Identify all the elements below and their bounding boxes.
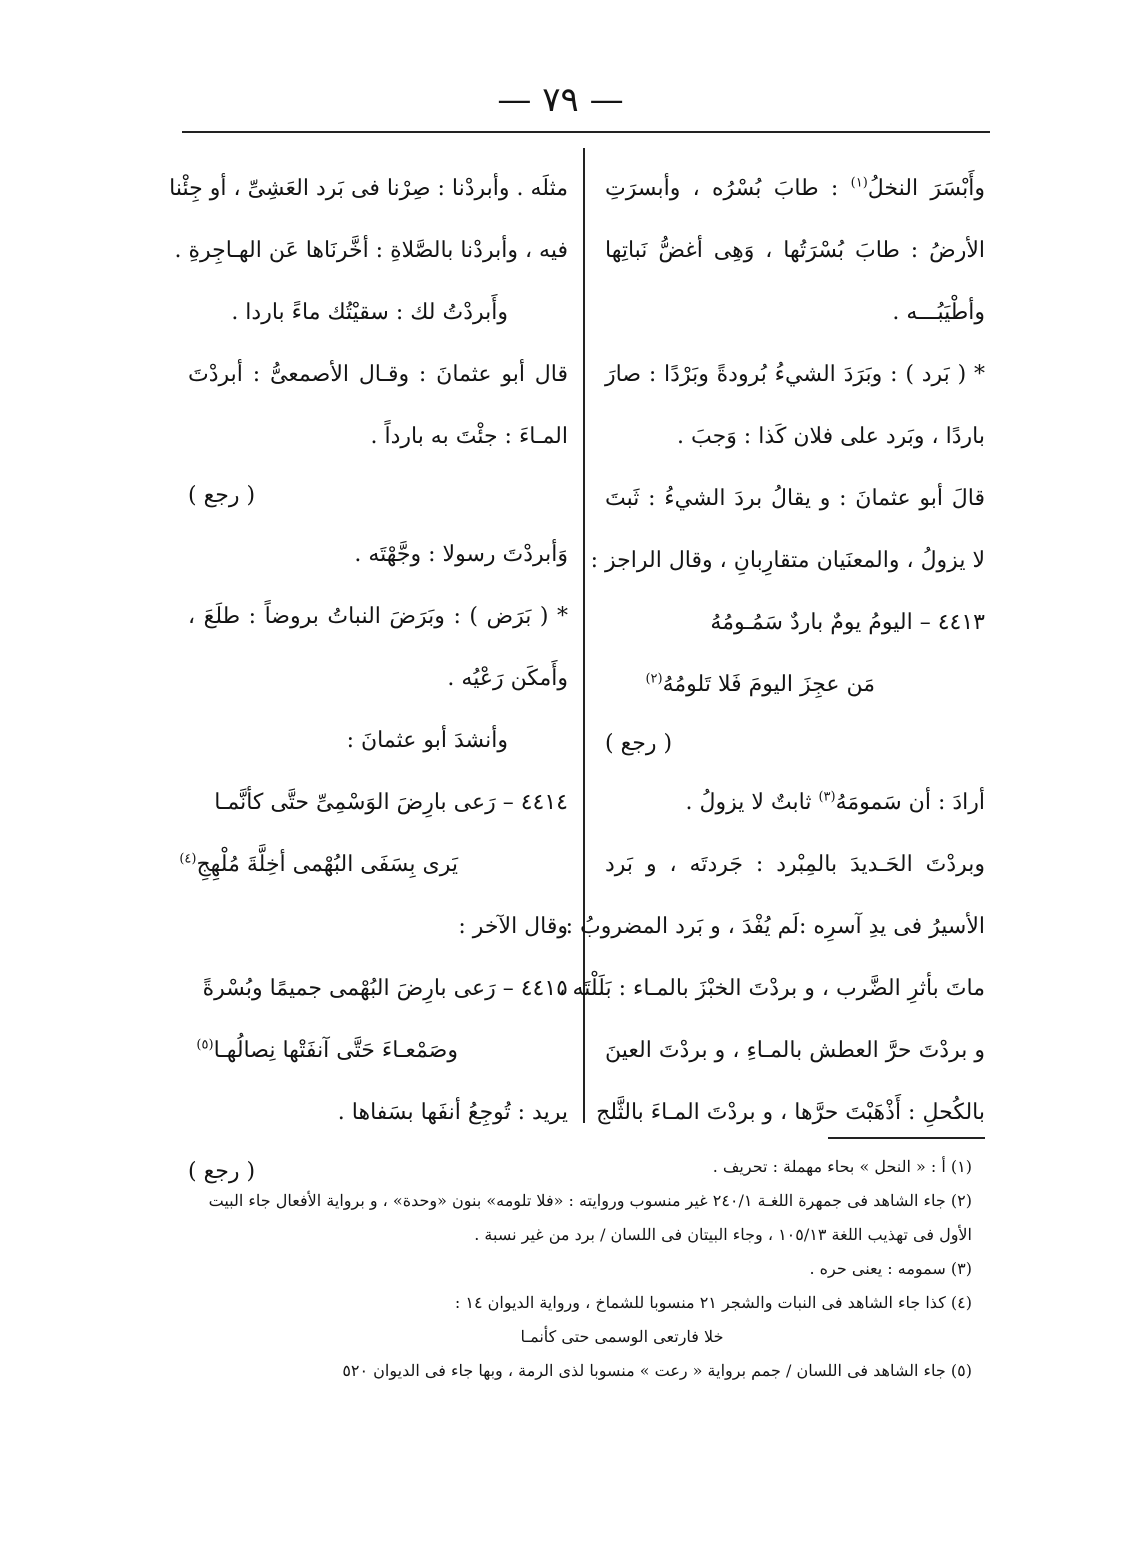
verse-line: ٤٤١٤ – رَعى بارِضَ الوَسْمِىِّ حتَّى كأنَّمـا: [214, 790, 568, 815]
footnote-verse: خلا فارتعى الوسمى حتى كأنمـا: [520, 1327, 724, 1346]
verse-line: ٤٤١٥ – رَعى بارِضَ البُهْمى جميمًا وبُسْرةً: [202, 976, 568, 1001]
text-line: باردًا ، وبَرد على فلان كَذا : وَجبَ .: [677, 424, 985, 449]
text-line: مثلَه . وأبردْنا : صِرْنا فى بَرد العَشِىِّ ، أو جِئْنا: [169, 176, 568, 201]
footnotes: [182, 1150, 972, 1388]
verse-line: يَرى بِسَفَى البُهْمى أخِلَّةَ مُلْهِجِ$^{(٤)}$: [179, 851, 458, 877]
footnote-ref: (٣): [818, 789, 836, 805]
text-line: وَأبردْتَ رسولا : وجَّهْتَه .: [354, 542, 568, 567]
footnote-ref: (٥): [196, 1037, 214, 1053]
text-line: وأَبْسَرَ النخلُ$^{(١)}$ : طابَ بُسْرُه ، وأبسرَتِ: [605, 175, 985, 201]
entry-heading-line: * ( بَرَض ) : وبَرَضَ النباتُ بروضاً : طلَعَ ،: [188, 604, 568, 629]
meter-label: ( رجع ): [605, 731, 673, 756]
footnote: الأول فى تهذيب اللغة ١٠٥/١٣ ، وجاء البيتان فى اللسان / برد من غير نسبة .: [474, 1225, 972, 1244]
text-line: المـاءَ : جئْتَ به بارداً .: [370, 424, 568, 449]
text-line: الأسيرُ فى يدِ آسرِه :لَم يُفْدَ ، و بَرد المضروبُ :: [565, 914, 985, 939]
text-line: لا يزولُ ، والمعنَيان متقارِبانِ ، وقال الراجز :: [590, 548, 985, 573]
entry-heading-line: * ( بَرد ) : وبَرَدَ الشيءُ بُرودةً وبَرْدًا : صارَ: [605, 362, 985, 387]
text-line: وأنشدَ أبو عثمانَ :: [346, 728, 508, 753]
text-line: وأَبردْتُ لك : سقيْتُك ماءً باردا .: [231, 300, 508, 325]
text-line: وبردْتَ الحَـديدَ بالمِبْرد : جَردتَه ، و بَرد: [605, 852, 985, 877]
footnote-rule: [828, 1137, 985, 1139]
text-line: بالكُحلِ : أَذْهَبْتَ حرَّها ، و بردْتَ المـاءَ بالثَّلج: [596, 1100, 985, 1125]
footnote: (٥) جاء الشاهد فى اللسان / جمم برواية « رعت » منسوبا لذى الرمة ، وبها جاء فى الديوان ٥٢٠: [342, 1361, 972, 1380]
verse-line: وصَمْعـاءَ حَتَّى آنفَتْها نِصالُهـا$^{(٥)}$: [196, 1037, 458, 1063]
header-rule: [182, 131, 990, 133]
text-line: ماتَ بأثرِ الضَّرب ، و بردْتَ الخبْزَ بالمـاء : بَلَلْتَه ،: [558, 976, 985, 1001]
text-line: فيه ، وأبردْنا بالصَّلاةِ : أخَّرنَاها عَن الهـاجِرةِ .: [174, 238, 568, 263]
footnote: (١) أ : « النحل » بحاء مهملة : تحريف .: [712, 1157, 972, 1176]
footnote-ref: (٤): [179, 851, 197, 867]
right-column: [558, 158, 985, 1144]
footnote: (٤) كذا جاء الشاهد فى النبات والشجر ٢١ منسوبا للشماخ ، ورواية الديوان ١٤ :: [454, 1293, 972, 1312]
text-line: الأرضُ : طابَ بُسْرَتُها ، وَهِى أغضُّ نَباتِها: [605, 238, 985, 263]
footnote-ref: (١): [850, 175, 868, 191]
verse-line: مَن عجِزَ اليومَ فَلا تَلومُهُ$^{(٢)}$: [645, 671, 875, 697]
footnote-ref: (٢): [645, 671, 663, 687]
text-line: وقال الآخر :: [458, 914, 568, 939]
footnote: (٢) جاء الشاهد فى جمهرة اللغـة ٢٤٠/١ غير منسوب وروايته : «فلا تلومه» بنون «وحدة» ، و برواية الأفعال جاء البيت: [208, 1191, 972, 1210]
page-number: — ٧٩ —: [497, 80, 624, 120]
meter-label: ( رجع ): [188, 483, 256, 508]
text-line: يريد : تُوجِعُ أنفَها بسَفاها .: [337, 1100, 568, 1125]
text-line: قالَ أبو عثمانَ : و يقالُ بردَ الشيءُ : ثَبتَ: [605, 486, 985, 511]
text-line: و بردْتَ حرَّ العطش بالمـاءِ ، و بردْتَ العينَ: [605, 1038, 985, 1063]
verse-line: ٤٤١٣ – اليومُ يومٌ باردٌ سَمُـومُهُ: [710, 610, 985, 635]
left-column: [169, 158, 568, 1200]
text-line: قال أبو عثمانَ : وقـال الأصمعىُّ : أبردْتَ: [188, 362, 568, 387]
text-line: وأطْيَبُـــه .: [892, 300, 985, 325]
footnote: (٣) سمومه : يعنى حره .: [809, 1259, 972, 1278]
text-line: أرادَ : أن سَمومَهُ$^{(٣)}$ ثابتٌ لا يزولُ .: [685, 789, 985, 815]
meter-label: ( رجع ): [188, 1159, 256, 1184]
text-line: وأَمكَن رَعْيُه .: [447, 666, 568, 691]
